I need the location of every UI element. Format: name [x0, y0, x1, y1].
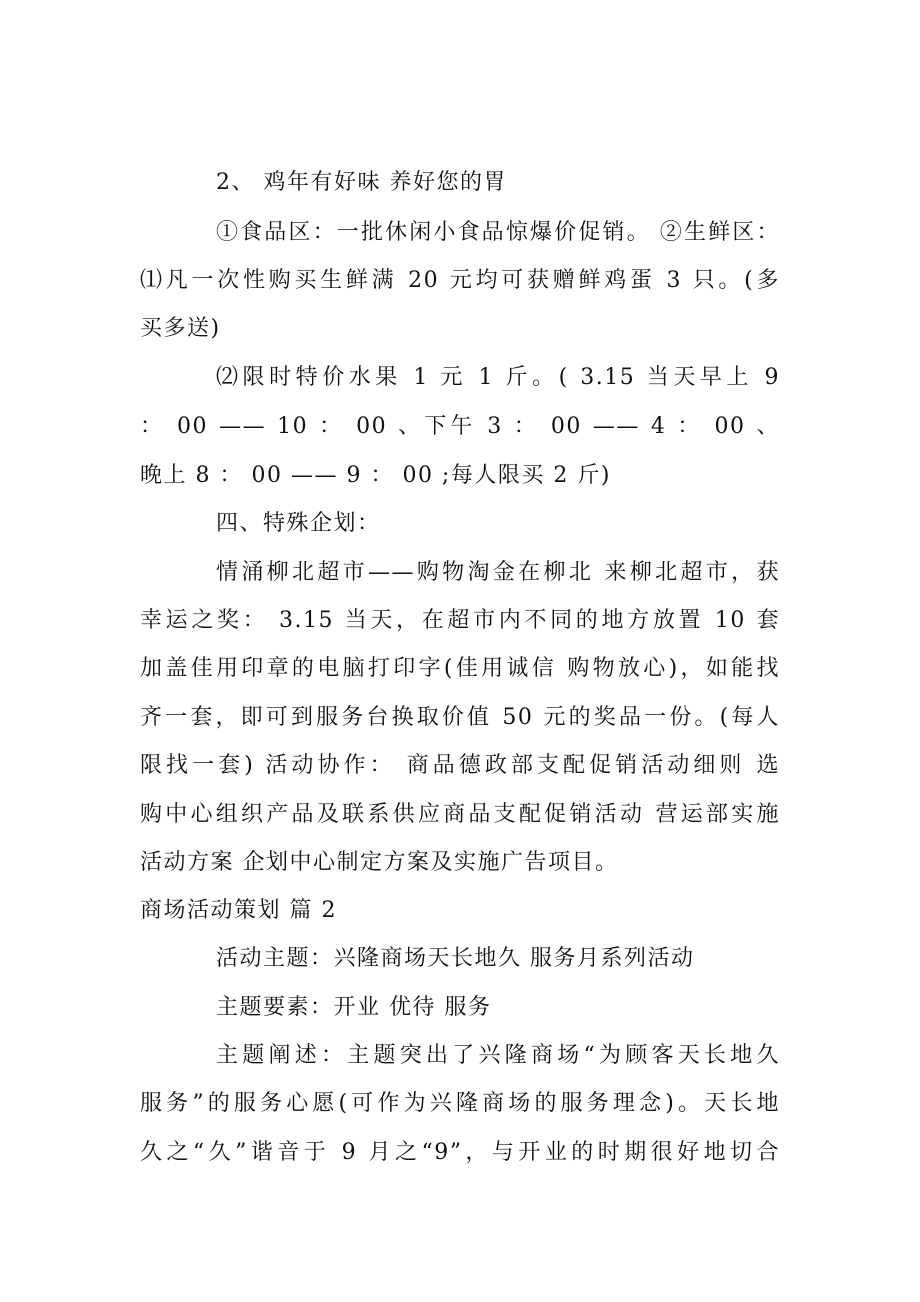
paragraph-line: 情涌柳北超市——购物淘金在柳北 来柳北超市，获	[216, 560, 780, 585]
paragraph-line: 久之“久”谐音于 9 月之“9”，与开业的时期很好地切合	[140, 1140, 780, 1165]
section-heading-special: 四、特殊企划：	[216, 511, 381, 536]
article-subtitle: 商场活动策划 篇 2	[140, 898, 337, 923]
paragraph-line: ⑵限时特价水果 1 元 1 斤。( 3.15 当天早上 9	[216, 365, 780, 390]
paragraph-line: 齐一套，即可到服务台换取价值 50 元的奖品一份。(每人	[140, 705, 780, 730]
paragraph-line: ： 00 —— 10 ： 00 、下午 3 ： 00 —— 4 ： 00 、	[140, 414, 780, 439]
paragraph-line: 晚上 8 ： 00 —— 9 ： 00 ;每人限买 2 斤)	[140, 463, 611, 488]
paragraph-line: 限找一套) 活动协作： 商品德政部支配促销活动细则 选	[140, 753, 780, 778]
section-heading-2: 2、 鸡年有好味 养好您的胃	[216, 170, 507, 195]
paragraph-line: 主题阐述：主题突出了兴隆商场“为顾客天长地久	[216, 1043, 780, 1068]
paragraph-line: 购中心组织产品及联系供应商品支配促销活动 营运部实施	[140, 802, 780, 827]
paragraph-line: 幸运之奖： 3.15 当天，在超市内不同的地方放置 10 套	[140, 608, 780, 633]
paragraph-line: 活动主题：兴隆商场天长地久 服务月系列活动	[216, 946, 695, 971]
paragraph-line: 买多送)	[140, 316, 221, 341]
paragraph-line: 服务”的服务心愿(可作为兴隆商场的服务理念)。天长地	[140, 1091, 780, 1116]
paragraph-line: ①食品区：一批休闲小食品惊爆价促销。 ②生鲜区：	[216, 220, 780, 245]
paragraph-line: 活动方案 企划中心制定方案及实施广告项目。	[140, 850, 619, 875]
paragraph-line: ⑴凡一次性购买生鲜满 20 元均可获赠鲜鸡蛋 3 只。(多	[140, 268, 780, 293]
paragraph-line: 主题要素：开业 优待 服务	[216, 995, 492, 1020]
paragraph-line: 加盖佳用印章的电脑打印字(佳用诚信 购物放心)，如能找	[140, 656, 780, 681]
